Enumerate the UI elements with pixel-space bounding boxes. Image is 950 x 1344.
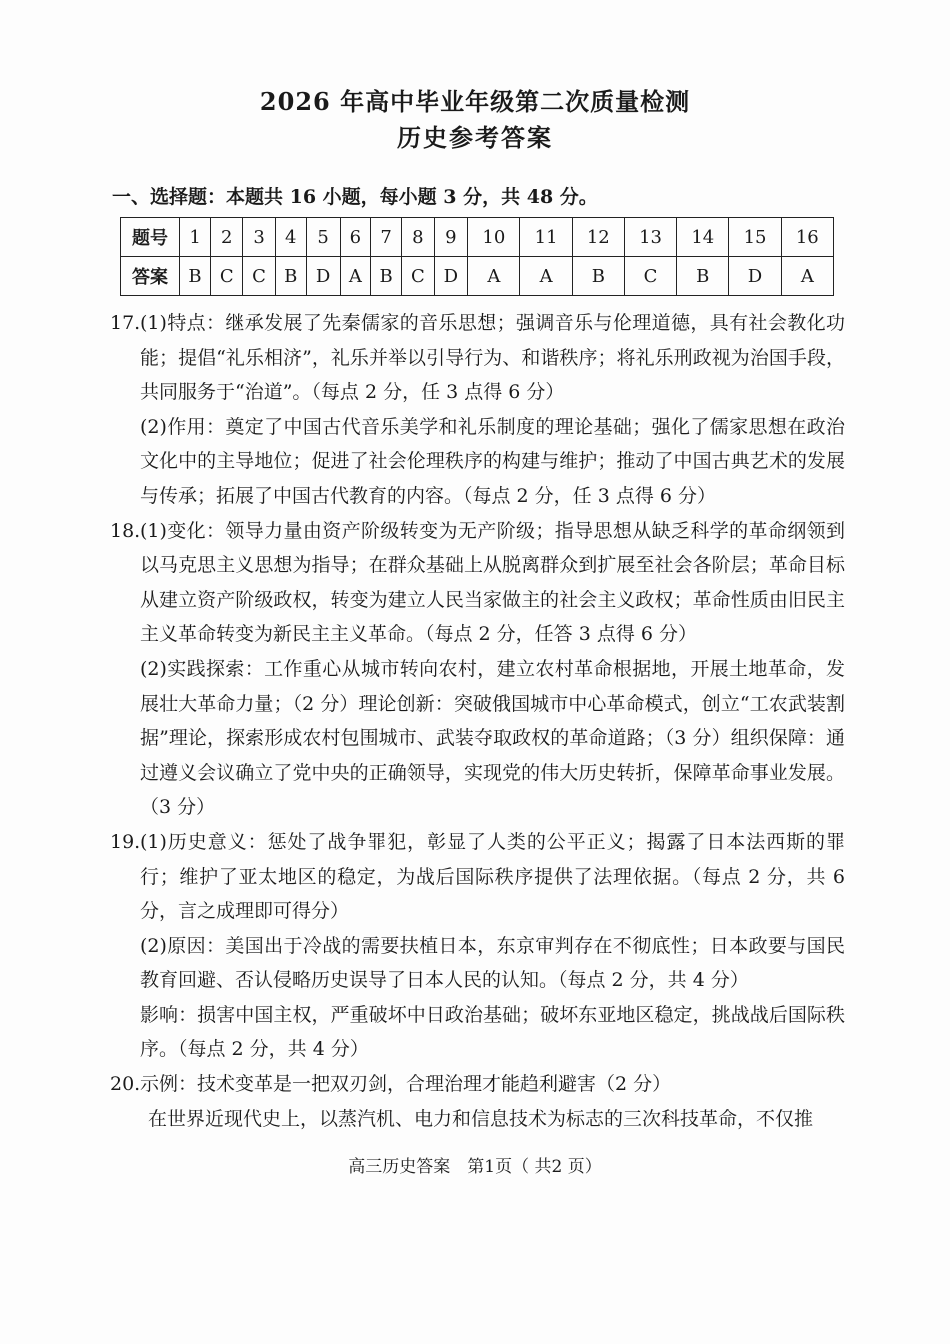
- answer-cell: C: [211, 257, 243, 296]
- question-number: 6: [340, 218, 371, 257]
- answer-row: [121, 257, 834, 296]
- question-number: 9: [434, 218, 468, 257]
- q19-part1: (1)历史意义：惩处了战争罪犯，彰显了人类的公平正义；揭露了日本法西斯的罪行；维护了亚太地区的稳定，为战后国际秩序提供了法理依据。（每点 2 分，共 6 分，言之成理即可得分）: [140, 830, 845, 923]
- answer-cell: B: [677, 257, 729, 296]
- answer-cell: D: [306, 257, 340, 296]
- section-heading-choice: 一、选择题：本题共 16 小题，每小题 3 分，共 48 分。: [112, 186, 598, 208]
- answer-cell: A: [468, 257, 520, 296]
- question-number: 3: [243, 218, 275, 257]
- question-number: 15: [729, 218, 781, 257]
- q18-part2: (2)实践探索：工作重心从城市转向农村，建立农村革命根据地，开展土地革命，发展壮大革命力量；（2 分）理论创新：突破俄国城市中心革命模式，创立“工农武装割据”理论，探索形成农村包围城市、武装夺取政权的革命道路；（3 分）组织保障：通过遵义会议确立了党中央的正确领导，实现党的伟大历史转折，保障革命事业发展。（3 分）: [140, 657, 845, 819]
- answer-cell: C: [243, 257, 275, 296]
- answer-cell: D: [434, 257, 468, 296]
- question-20: [110, 1067, 845, 1136]
- row-header-number: 题号: [121, 218, 180, 257]
- answer-cell: A: [781, 257, 833, 296]
- question-18: [110, 514, 845, 825]
- answer-cell: A: [520, 257, 572, 296]
- question-number-label: 17.: [110, 312, 141, 334]
- question-number-label: 19.: [110, 830, 141, 853]
- q20-lead: 示例：技术变革是一把双刃剑，合理治理才能趋利避害（2 分）: [140, 1073, 672, 1096]
- question-number: 10: [468, 218, 520, 257]
- question-number: 4: [275, 218, 306, 257]
- row-header-answer: 答案: [121, 257, 180, 296]
- question-number: 7: [371, 218, 402, 257]
- question-number: 16: [781, 218, 833, 257]
- question-number: 1: [180, 218, 211, 257]
- answer-cell: B: [180, 257, 211, 296]
- question-number: 13: [624, 218, 676, 257]
- question-number: 11: [520, 218, 572, 257]
- page-subtitle: 历史参考答案: [397, 123, 553, 152]
- question-number: 8: [402, 218, 434, 257]
- answer-cell: C: [624, 257, 676, 296]
- q17-part2: (2)作用：奠定了中国古代音乐美学和礼乐制度的理论基础；强化了儒家思想在政治文化中的主导地位；促进了社会伦理秩序的构建与维护；推动了中国古典艺术的发展与传承；拓展了中国古代教育的内容。（每点 2 分，任 3 点得 6 分）: [140, 415, 845, 507]
- page-footer: 高三历史答案 第1页（ 共2 页）: [348, 1157, 602, 1177]
- q20-body: 在世界近现代史上，以蒸汽机、电力和信息技术为标志的三次科技革命，不仅推: [148, 1107, 814, 1130]
- q17-part1: (1)特点：继承发展了先秦儒家的音乐思想；强调音乐与伦理道德，具有社会教化功能；提倡“礼乐相济”，礼乐并举以引导行为、和谐秩序；将礼乐刑政视为治国手段，共同服务于“治道”。（每点 2 分，任 3 点得 6 分）: [140, 312, 845, 404]
- question-17: [110, 306, 845, 514]
- answer-cell: B: [275, 257, 306, 296]
- answer-cell: B: [371, 257, 402, 296]
- question-number-label: 20.: [110, 1073, 141, 1096]
- question-number-row: [121, 218, 834, 257]
- question-number-label: 18.: [110, 519, 141, 542]
- question-19: [110, 825, 845, 1067]
- question-number: 5: [306, 218, 340, 257]
- question-number: 14: [677, 218, 729, 257]
- question-number: 2: [211, 218, 243, 257]
- answer-table: [120, 217, 834, 296]
- q19-part2: (2)原因：美国出于冷战的需要扶植日本，东京审判存在不彻底性；日本政要与国民教育回避、否认侵略历史误导了日本人民的认知。（每点 2 分，共 4 分）: [140, 934, 845, 992]
- answer-cell: B: [572, 257, 624, 296]
- q19-impact: 影响：损害中国主权，严重破坏中日政治基础；破坏东亚地区稳定，挑战战后国际秩序。（每点 2 分，共 4 分）: [140, 1003, 845, 1061]
- answer-cell: D: [729, 257, 781, 296]
- q18-part1: (1)变化：领导力量由资产阶级转变为无产阶级；指导思想从缺乏科学的革命纲领到以马克思主义思想为指导；在群众基础上从脱离群众到扩展至社会各阶层；革命目标从建立资产阶级政权，转变为建立人民当家做主的社会主义政权；革命性质由旧民主主义革命转变为新民主主义革命。（每点 2 分，任答 3 点得 6 分）: [140, 519, 845, 646]
- question-number: 12: [572, 218, 624, 257]
- answer-cell: A: [340, 257, 371, 296]
- answer-cell: C: [402, 257, 434, 296]
- page-title: 2026 年高中毕业年级第二次质量检测: [259, 87, 691, 116]
- answers-body: [110, 306, 845, 1136]
